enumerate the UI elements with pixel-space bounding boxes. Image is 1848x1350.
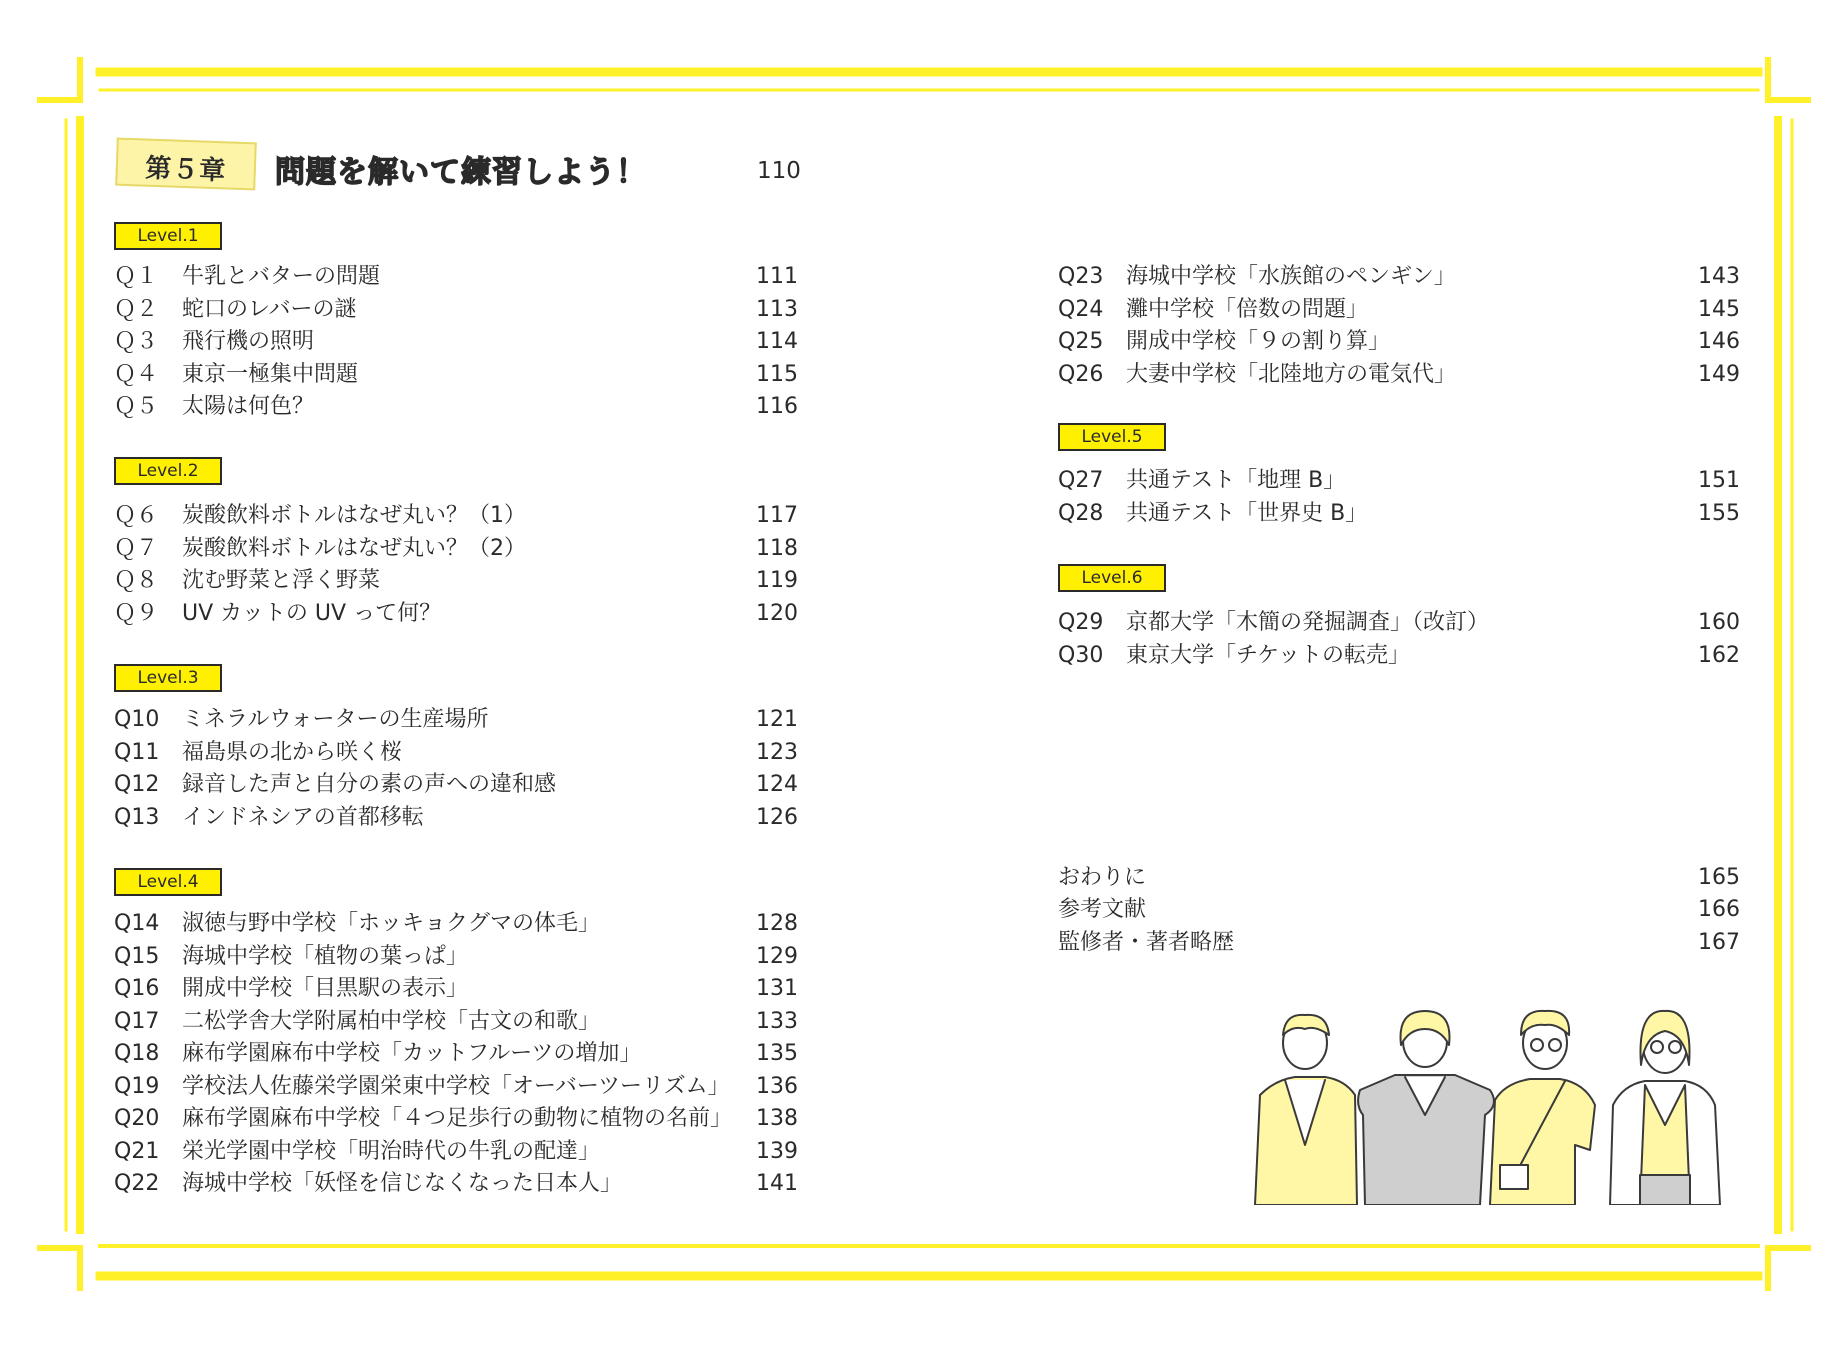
page-number: 133 — [756, 1009, 798, 1034]
level-badge-4: Level.4 — [114, 868, 222, 896]
question-number: Q14 — [114, 911, 160, 936]
question-title: 蛇口のレバーの謎 — [182, 297, 357, 322]
question-number: Q11 — [114, 740, 160, 765]
page-number: 113 — [756, 297, 798, 322]
page-number: 128 — [756, 911, 798, 936]
question-title: 京都大学「木簡の発掘調査」（改訂） — [1126, 610, 1490, 635]
question-number: Q20 — [114, 1106, 160, 1131]
question-title: 太陽は何色？ — [182, 394, 315, 419]
person-2-figure — [1358, 1011, 1494, 1205]
question-title: 開成中学校「目黒駅の表示」 — [182, 976, 469, 1001]
question-number: Q18 — [114, 1041, 160, 1066]
question-title: ミネラルウォーターの生産場所 — [182, 707, 489, 732]
question-title: 東京一極集中問題 — [182, 362, 359, 387]
page-number: 138 — [756, 1106, 798, 1131]
question-number: Ｑ２ — [114, 297, 159, 322]
question-title: 録音した声と自分の素の声への違和感 — [182, 772, 557, 797]
people-illustration — [1245, 1005, 1745, 1205]
question-title: 牛乳とバターの問題 — [182, 264, 381, 289]
page-number: 129 — [756, 944, 798, 969]
level-badge-5: Level.5 — [1058, 423, 1166, 451]
toc-entry-q26[interactable] — [1058, 359, 1740, 391]
toc-entry-q13[interactable] — [114, 802, 798, 834]
question-title: 東京大学「チケットの転売」 — [1126, 643, 1411, 668]
page-number: 149 — [1698, 362, 1740, 387]
page-number: 118 — [756, 536, 798, 561]
entry-title: おわりに — [1058, 865, 1147, 890]
toc-entry-q5[interactable] — [114, 391, 798, 423]
toc-entry-q16[interactable] — [114, 973, 798, 1005]
question-number: Ｑ９ — [114, 601, 159, 626]
toc-entry-q21[interactable] — [114, 1136, 798, 1168]
question-title: 海城中学校「植物の葉っぱ」 — [182, 944, 469, 969]
question-number: Q30 — [1058, 643, 1104, 668]
question-title: 炭酸飲料ボトルはなぜ丸い？（2） — [182, 536, 526, 561]
page-number: 151 — [1698, 468, 1740, 493]
question-number: Ｑ３ — [114, 329, 159, 354]
toc-entry-q14[interactable] — [114, 908, 798, 940]
page-number: 117 — [756, 503, 798, 528]
page-number: 139 — [756, 1139, 798, 1164]
toc-entry-q17[interactable] — [114, 1006, 798, 1038]
question-number: Q29 — [1058, 610, 1104, 635]
toc-entry-q18[interactable] — [114, 1038, 798, 1070]
page-number: 155 — [1698, 501, 1740, 526]
page-number: 131 — [756, 976, 798, 1001]
page-number: 167 — [1698, 930, 1740, 955]
page-number: 162 — [1698, 643, 1740, 668]
chapter-title: 問題を解いて練習しよう！ — [275, 155, 647, 190]
page-number: 160 — [1698, 610, 1740, 635]
toc-entry-afterword[interactable] — [1058, 862, 1740, 894]
toc-entry-q2[interactable] — [114, 294, 798, 326]
level-badge-2: Level.2 — [114, 457, 222, 485]
question-number: Q21 — [114, 1139, 160, 1164]
toc-entry-q15[interactable] — [114, 941, 798, 973]
question-title: 沈む野菜と浮く野菜 — [182, 568, 381, 593]
toc-entry-q23[interactable] — [1058, 261, 1740, 293]
question-number: Ｑ８ — [114, 568, 159, 593]
question-title: 淑徳与野中学校「ホッキョクグマの体毛」 — [182, 911, 601, 936]
level-badge-6: Level.6 — [1058, 564, 1166, 592]
page-number: 136 — [756, 1074, 798, 1099]
toc-entry-q25[interactable] — [1058, 326, 1740, 358]
question-number: Q23 — [1058, 264, 1104, 289]
question-title: 大妻中学校「北陸地方の電気代」 — [1126, 362, 1457, 387]
question-title: 海城中学校「水族館のペンギン」 — [1126, 264, 1456, 289]
question-title: 海城中学校「妖怪を信じなくなった日本人」 — [182, 1171, 623, 1196]
page-number: 126 — [756, 805, 798, 830]
page-number: 166 — [1698, 897, 1740, 922]
page-number: 123 — [756, 740, 798, 765]
page-number: 143 — [1698, 264, 1740, 289]
person-4-figure — [1610, 1011, 1720, 1205]
question-number: Q15 — [114, 944, 160, 969]
page-number: 146 — [1698, 329, 1740, 354]
toc-entry-q19[interactable] — [114, 1071, 798, 1103]
question-title: 共通テスト「地理 B」 — [1126, 468, 1346, 493]
toc-entry-author-bios[interactable] — [1058, 927, 1740, 959]
toc-entry-q1[interactable] — [114, 261, 798, 293]
question-number: Ｑ４ — [114, 362, 159, 387]
question-title: 飛行機の照明 — [182, 329, 315, 354]
question-title: UV カットの UV って何？ — [182, 601, 442, 626]
chapter-tag — [115, 138, 257, 191]
page-number: 135 — [756, 1041, 798, 1066]
toc-entry-q28[interactable] — [1058, 498, 1740, 530]
question-title: 灘中学校「倍数の問題」 — [1126, 297, 1369, 322]
question-number: Q22 — [114, 1171, 160, 1196]
question-title: 炭酸飲料ボトルはなぜ丸い？（1） — [182, 503, 526, 528]
question-title: 開成中学校「９の割り算」 — [1126, 329, 1391, 354]
question-number: Ｑ１ — [114, 264, 159, 289]
person-1-figure — [1255, 1015, 1357, 1205]
page-number: 111 — [756, 264, 798, 289]
question-title: 学校法人佐藤栄学園栄東中学校「オーバーツーリズム」 — [182, 1074, 730, 1099]
question-number: Q16 — [114, 976, 160, 1001]
question-title: 麻布学園麻布中学校「４つ足歩行の動物に植物の名前」 — [182, 1106, 733, 1131]
toc-entry-q20[interactable] — [114, 1103, 798, 1135]
question-number: Ｑ７ — [114, 536, 159, 561]
question-number: Q26 — [1058, 362, 1104, 387]
page-number: 120 — [756, 601, 798, 626]
question-number: Q19 — [114, 1074, 160, 1099]
toc-entry-q7[interactable] — [114, 533, 798, 565]
person-3-figure — [1490, 1011, 1595, 1205]
toc-entry-q9[interactable] — [114, 598, 798, 630]
page-number: 124 — [756, 772, 798, 797]
page-number: 114 — [756, 329, 798, 354]
toc-entry-q3[interactable] — [114, 326, 798, 358]
question-number: Q10 — [114, 707, 160, 732]
page-number: 115 — [756, 362, 798, 387]
question-number: Q12 — [114, 772, 160, 797]
question-number: Q28 — [1058, 501, 1104, 526]
question-number: Q27 — [1058, 468, 1104, 493]
question-title: 共通テスト「世界史 B」 — [1126, 501, 1368, 526]
page-number: 119 — [756, 568, 798, 593]
page-number: 116 — [756, 394, 798, 419]
question-number: Ｑ５ — [114, 394, 159, 419]
chapter-label: 第５章 — [144, 153, 227, 187]
level-badge-3: Level.3 — [114, 664, 222, 692]
question-title: インドネシアの首都移転 — [182, 805, 424, 830]
toc-entry-references[interactable] — [1058, 894, 1740, 926]
toc-entry-q11[interactable] — [114, 737, 798, 769]
page-number: 121 — [756, 707, 798, 732]
page-number: 165 — [1698, 865, 1740, 890]
toc-entry-q24[interactable] — [1058, 294, 1740, 326]
entry-title: 監修者・著者略歴 — [1058, 930, 1235, 955]
page-number: 145 — [1698, 297, 1740, 322]
toc-entry-q27[interactable] — [1058, 465, 1740, 497]
toc-entry-q6[interactable] — [114, 500, 798, 532]
question-number: Q24 — [1058, 297, 1104, 322]
question-title: 二松学舎大学附属柏中学校「古文の和歌」 — [182, 1009, 601, 1034]
toc-entry-q8[interactable] — [114, 565, 798, 597]
question-title: 福島県の北から咲く桜 — [182, 740, 403, 765]
question-number: Q17 — [114, 1009, 160, 1034]
entry-title: 参考文献 — [1058, 897, 1147, 922]
toc-entry-q12[interactable] — [114, 769, 798, 801]
toc-entry-q22[interactable] — [114, 1168, 798, 1200]
question-number: Q25 — [1058, 329, 1104, 354]
toc-entry-q4[interactable] — [114, 359, 798, 391]
question-title: 麻布学園麻布中学校「カットフルーツの増加」 — [182, 1041, 642, 1066]
question-number: Q13 — [114, 805, 160, 830]
question-number: Ｑ６ — [114, 503, 159, 528]
toc-entry-q29[interactable] — [1058, 607, 1740, 639]
question-title: 栄光学園中学校「明治時代の牛乳の配達」 — [182, 1139, 601, 1164]
toc-entry-q30[interactable] — [1058, 640, 1740, 672]
level-badge-1: Level.1 — [114, 222, 222, 250]
page-number: 141 — [756, 1171, 798, 1196]
chapter-page-number: 110 — [757, 158, 801, 184]
toc-entry-q10[interactable] — [114, 704, 798, 736]
